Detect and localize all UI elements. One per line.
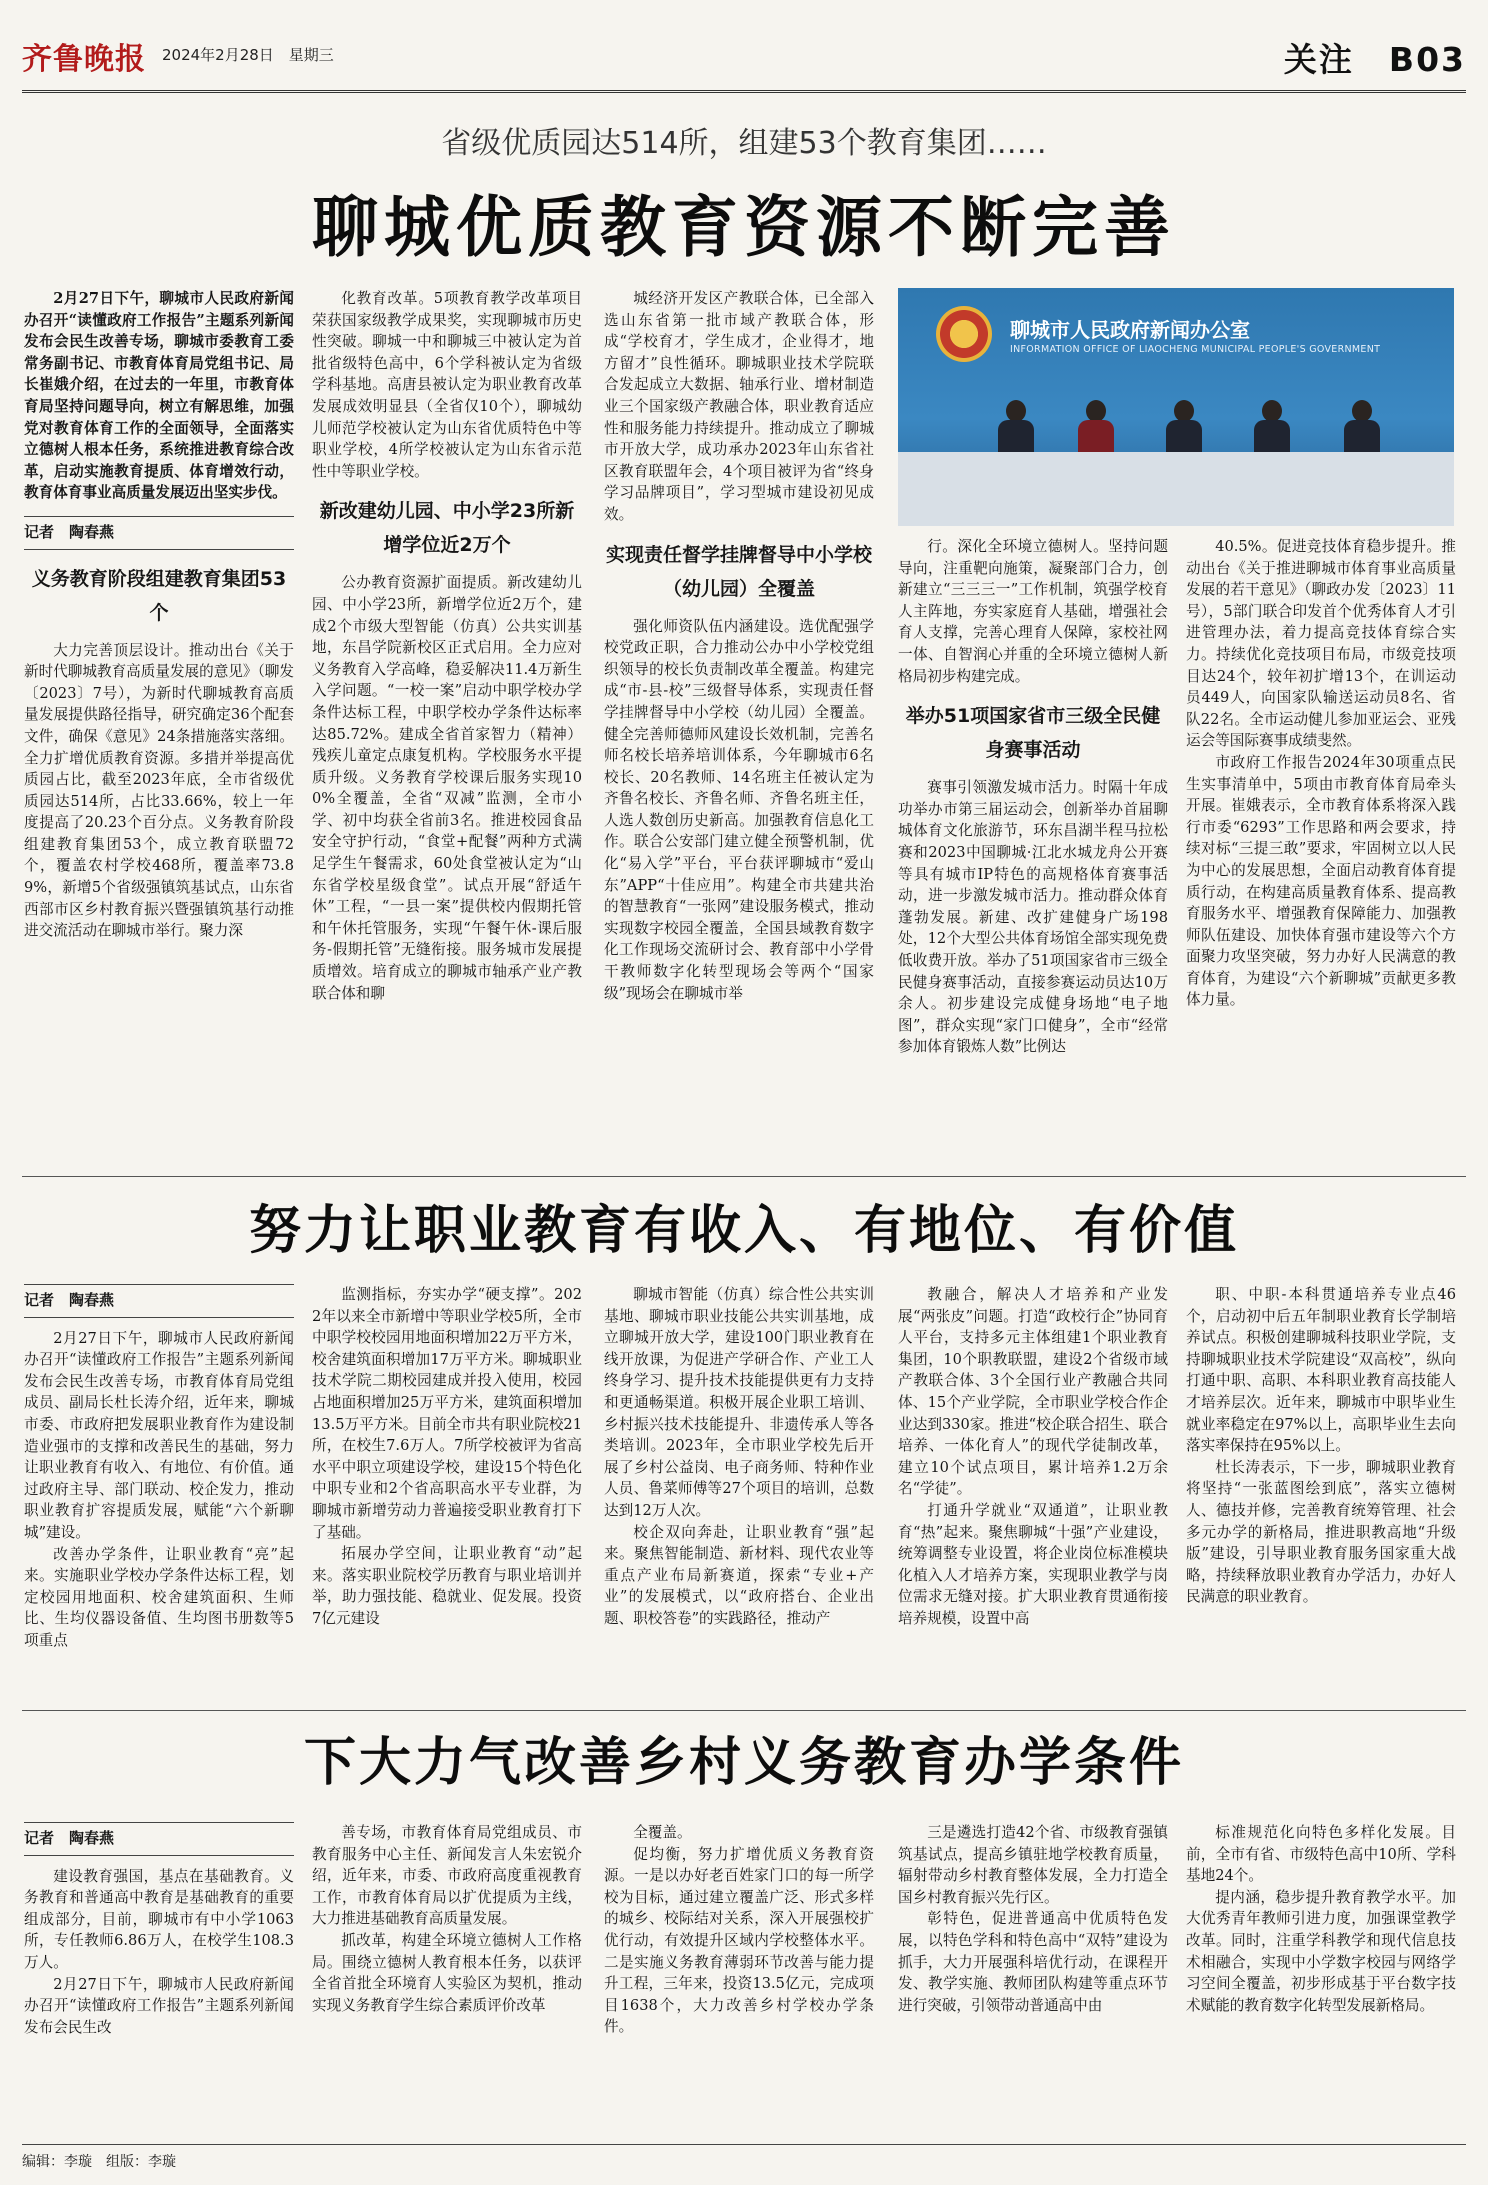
article1-title: 聊城优质教育资源不断完善 (312, 189, 1176, 266)
article2-para-7: 教融合，解决人才培养和产业发展“两张皮”问题。打造“政校行企”协同育人平台，支持多元主体组建1个职业教育集团，10个职教联盟，建设2个省级市域产教联合体、3个全国行业产教融合共同体、15个产业学院，全市职业学校合作企业达到330家。推进“校企联合招生、联合培养、一体化育人”的现代学徒制改革，建立10个试点项目，累计培养1.2万余名“学徒”。 (898, 1286, 1168, 1498)
article2-col1 (24, 1284, 294, 1704)
article2-byline: 记者 陶春燕 (24, 1284, 294, 1318)
article1-lead: 2月27日下午，聊城市人民政府新闻办召开“读懂政府工作报告”主题系列新闻发布会民生改善专场，聊城市委教育工委常务副书记、市教育体育局党组书记、局长崔娥介绍，在过去的一年里，市教育体育局坚持问题导向，树立有解思维，加强党对教育体育工作的全面领导，全面落实立德树人根本任务，系统推进教育综合改革，启动实施教育提质、体育增效行动，教育体育事业高质量发展迈出坚实步伐。 (24, 290, 294, 502)
article2-para-2: 改善办学条件，让职业教育“亮”起来。实施职业学校办学条件达标工程，划定校园用地面积、校舍建筑面积、生师比、生均仪器设备值、生均图书册数等5项重点 (24, 1545, 294, 1649)
press-conference-photo (898, 288, 1454, 526)
article1-col3 (604, 288, 874, 1168)
article1-para-1: 大力完善顶层设计。推动出台《关于新时代聊城教育高质量发展的意见》（聊发〔2023〕7号），为新时代聊城教育高质量发展提供路径指导，研究确定36个配套文件，确保《意见》24条措施落实落细。全力扩增优质教育资源。多措并举提高优质园占比，截至2023年底，全市省级优质园达514所，占比33.66%，较上一年度提高了20.23个百分点。义务教育阶段组建教育集团53个，成立教育联盟72个，覆盖农村学校468所，覆盖率73.89%，新增5个省级强镇筑基试点，山东省西部市区乡村教育振兴暨强镇筑基行动推进交流活动在聊城市举行。聚力深 (24, 641, 294, 940)
article2-title: 努力让职业教育有收入、有地位、有价值 (248, 1201, 1239, 1261)
section-label: 关注 B03 (1283, 40, 1466, 79)
article2-para-3: 监测指标，夯实办学“硬支撑”。2022年以来全市新增中等职业学校5所，全市中职学校校园用地面积增加22万平方米，校舍建筑面积增加17万平方米。聊城职业技术学院二期校园建成并投入使用，校园占地面积增加25万平方米，建筑面积增加13.5万平方米。目前全市共有职业院校21所，在校生7.6万人。7所学校被评为省高水平中职立项建设学校，建设15个特色化中职专业和2个省高职高水平专业群，为聊城市新增劳动力普遍接受职业教育打下了基础。 (312, 1286, 582, 1541)
photo-person-4 (1254, 400, 1290, 454)
article2-col4 (898, 1284, 1168, 1704)
masthead (22, 34, 1466, 93)
page-footer-editors: 编辑：李璇 组版：李璇 (22, 2144, 1466, 2171)
article3-title: 下大力气改善乡村义务教育办学条件 (303, 1733, 1184, 1793)
issue-date: 2024年2月28日 星期三 (162, 46, 334, 64)
article1-subtitle: 省级优质园达514所，组建53个教育集团…… (441, 126, 1047, 161)
article1-para-6: 行。深化全环境立德树人。坚持问题导向，注重靶向施策，凝聚部门合力，创新建立“三三三一”工作机制，筑强学校育人主阵地，夯实家庭育人基础，增强社会育人支撑，完善心理育人保障，家校社网一体、自智润心并重的全环境立德树人新格局初步构建完成。 (898, 538, 1168, 685)
article1-col4 (898, 536, 1168, 1168)
article3-para-9: 标准规范化向特色多样化发展。目前，全市有省、市级特色高中10所、学科基地24个。 (1186, 1824, 1456, 1885)
article1-subhead-4: 举办51项国家省市三级全民健身赛事活动 (905, 705, 1161, 762)
article2-para-6: 校企双向奔赴，让职业教育“强”起来。聚焦智能制造、新材料、现代农业等重点产业布局新赛道，探索“专业+产业”的发展模式，以“政府搭台、企业出题、职校答卷”的实践路径，推动产 (604, 1523, 874, 1627)
section-divider (22, 1710, 1466, 1711)
article1-subhead-2: 新改建幼儿园、中小学23所新增学位近2万个 (319, 500, 575, 557)
article3-col3 (604, 1822, 874, 2134)
article2-para-9: 职、中职-本科贯通培养专业点46个，启动初中后五年制职业教育长学制培养试点。积极创建聊城科技职业学院，支持聊城职业技术学院建设“双高校”，纵向打通中职、高职、本科职业教育高技能人才培养层次。近年来，聊城市中职毕业生就业率稳定在97%以上，高职毕业生去向落实率保持在95%以上。 (1186, 1286, 1456, 1455)
article2-para-4: 拓展办学空间，让职业教育“动”起来。落实职业院校学历教育与职业培训并举，助力强技能、稳就业、促发展。投资7亿元建设 (312, 1545, 582, 1627)
article2-para-10: 杜长涛表示，下一步，聊城职业教育将坚持“一张蓝图绘到底”，落实立德树人、德技并修，完善教育统筹管理、社会多元办学的新格局，推进职教高地“升级版”建设，引导职业教育服务国家重大战略，持续释放职业教育办学活力，办好人民满意的职业教育。 (1186, 1458, 1456, 1606)
article2-col2 (312, 1284, 582, 1704)
article3-para-10: 提内涵，稳步提升教育教学水平。加大优秀青年教师引进力度，加强课堂教学改革。同时，注重学科教学和现代信息技术相融合，实现中小学数字校园与网络学习空间全覆盖，初步形成基于平台数字技术赋能的教育数字化转型发展新格局。 (1186, 1888, 1456, 2014)
article1-col5 (1186, 536, 1456, 1168)
photo-backdrop-title: 聊城市人民政府新闻办公室 (1010, 318, 1250, 342)
article2-para-8: 打通升学就业“双通道”，让职业教育“热”起来。聚焦聊城“十强”产业建设，统筹调整专业设置，将企业岗位标准模块化植入人才培养方案，实现职业教学与岗位需求无缝对接。扩大职业教育贯通衔接培养规模，设置中高 (898, 1501, 1168, 1627)
photo-backdrop-subtitle: INFORMATION OFFICE OF LIAOCHENG MUNICIPAL PEOPLE'S GOVERNMENT (1010, 344, 1381, 355)
article1-byline: 记者 陶春燕 (24, 516, 294, 550)
article3-para-2: 2月27日下午，聊城市人民政府新闻办召开“读懂政府工作报告”主题系列新闻发布会民生改 (24, 1975, 294, 2036)
article3-para-4: 抓改革，构建全环境立德树人工作格局。围绕立德树人教育根本任务，以获评全省首批全环境育人实验区为契机，推动实现义务教育学生综合素质评价改革 (312, 1931, 582, 2014)
photo-person-3 (1166, 400, 1202, 454)
article1-para-2: 化教育改革。5项教育教学改革项目荣获国家级教学成果奖，实现聊城市历史性突破。聊城一中和聊城三中被认定为首批省级特色高中，6个学科被认定为省级学科基地。高唐县被认定为职业教育改革发展成效明显县（全省仅10个），聊城幼儿师范学校被认定为山东省优质特色中等职业学校，4所学校被认定为山东省示范性中等职业学校。 (312, 290, 582, 480)
photo-person-5 (1344, 400, 1380, 454)
article2-para-1: 2月27日下午，聊城市人民政府新闻办召开“读懂政府工作报告”主题系列新闻发布会民生改善专场，市教育体育局党组成员、副局长杜长涛介绍，近年来，聊城市委、市政府把发展职业教育作为建设制造业强市的支撑和改善民生的基础，努力让职业教育有收入、有地位、有价值。通过政府主导、部门联动、校企发力，推动职业教育扩容提质发展，赋能“六个新聊城”建设。 (24, 1329, 294, 1541)
article3-para-6: 促均衡，努力扩增优质义务教育资源。一是以办好老百姓家门口的每一所学校为目标，通过建立覆盖广泛、形式多样的城乡、校际结对关系，深入开展强校扩优行动，有效提升区域内学校整体水平。二是实施义务教育薄弱环节改善与能力提升工程，三年来，投资13.5亿元，完成项目1638个，大力改善乡村学校办学条件。 (604, 1845, 874, 2036)
article1-subhead-1: 义务教育阶段组建教育集团53个 (31, 567, 287, 624)
photo-person-2 (1078, 400, 1114, 454)
article1-para-4: 城经济开发区产教联合体，已全部入选山东省第一批市域产教联合体，形成“学校育才，学生成才，企业得才，地方留才”良性循环。聊城职业技术学院联合发起成立大数据、轴承行业、增材制造业三个国家级产教融合体，职业教育适应性和服务能力持续提升。推动成立了聊城市开放大学，成功承办2023年山东省社区教育联盟年会，4个项目被评为省“终身学习品牌项目”，学习型城市建设初见成效。 (604, 290, 874, 523)
article2-col5 (1186, 1284, 1456, 1704)
article1-col2 (312, 288, 582, 1168)
article3-para-5: 全覆盖。 (633, 1824, 692, 1841)
article3-col2 (312, 1822, 582, 2134)
article1-subhead-3: 实现责任督学挂牌督导中小学校（幼儿园）全覆盖 (605, 543, 872, 600)
government-emblem-icon (936, 306, 992, 362)
article3-byline: 记者 陶春燕 (24, 1822, 294, 1856)
photo-desk (898, 452, 1454, 526)
article3-col1 (24, 1822, 294, 2134)
article3-col4 (898, 1822, 1168, 2134)
newspaper-logo: 齐鲁晚报 (22, 42, 146, 77)
article3-col5 (1186, 1822, 1456, 2134)
article3-para-3: 善专场，市教育体育局党组成员、市教育服务中心主任、新闻发言人朱宏锐介绍，近年来，市委、市政府高度重视教育工作，市教育体育局以扩优提质为主线，大力推进基础教育高质量发展。 (312, 1824, 582, 1928)
article1-para-7: 赛事引领激发城市活力。时隔十年成功举办市第三届运动会，创新举办首届聊城体育文化旅游节，环东昌湖半程马拉松赛和2023中国聊城·江北水城龙舟公开赛等具有城市IP特色的高规格体育赛事活动，进一步激发城市活力。推动群众体育蓬勃发展。新建、改扩建健身广场198处，12个大型公共体育场馆全部实现免费低收费开放。举办了51项国家省市三级全民健身赛事活动，直接参赛运动员达10万余人。初步建设完成健身场地“电子地图”，群众实现“家门口健身”，全市“经常参加体育锻炼人数”比例达 (898, 779, 1168, 1056)
article2-para-5: 聊城市智能（仿真）综合性公共实训基地、聊城市职业技能公共实训基地，成立聊城开放大学，建设100门职业教育在线开放课，为促进产学研合作、产业工人终身学习、提升技术技能提供更有力支持和更通畅渠道。积极开展企业职工培训、乡村振兴技术技能提升、非遗传承人等各类培训。2023年，全市职业学校先后开展了乡村公益岗、电子商务师、特种作业人员、鲁菜师傅等27个项目的培训，总数达到12万人次。 (604, 1286, 874, 1519)
article1-col1 (24, 288, 294, 1168)
article3-para-8: 彰特色，促进普通高中优质特色发展，以特色学科和特色高中“双特”建设为抓手，大力开展强科培优行动，在课程开发、教学实施、教师团队构建等重点环节进行突破，引领带动普通高中由 (898, 1910, 1168, 2014)
article1-para-3: 公办教育资源扩面提质。新改建幼儿园、中小学23所，新增学位近2万个，建成2个市级大型智能（仿真）公共实训基地，东昌学院新校区正式启用。全力应对义务教育入学高峰，稳妥解决11.4万新生入学问题。“一校一案”启动中职学校办学条件达标工程，中职学校办学条件达标率达85.72%。建成全省首家智力（精神）残疾儿童定点康复机构。学校服务水平提质升级。义务教育学校课后服务实现100%全覆盖，全省“双减”监测，全市小学、初中均获全省前3名。推进校园食品安全守护行动，“食堂+配餐”两种方式满足学生午餐需求，60处食堂被认定为“山东省学校星级食堂”。试点开展“舒适午休”工程，“一县一案”提供校内假期托管和午休托管服务，实现“午餐午休-课后服务-假期托管”无缝衔接。服务城市发展提质增效。培育成立的聊城市轴承产业产教联合体和聊 (312, 574, 582, 1002)
article2-col3 (604, 1284, 874, 1704)
article1-para-5: 强化师资队伍内涵建设。选优配强学校党政正职，合力推动公办中小学校党组织领导的校长负责制改革全覆盖。构建完成“市-县-校”三级督导体系，实现责任督学挂牌督导中小学校（幼儿园）全覆盖。健全完善师德师风建设长效机制，完善名师名校长培养培训体系，今年聊城市6名校长、20名教师、14名班主任被认定为齐鲁名校长、齐鲁名师、齐鲁名班主任，人选人数创历史新高。加强教育信息化工作。联合公安部门建立健全预警机制，优化“易入学”平台，平台获评聊城市“爱山东”APP“十佳应用”。构建全市共建共治的智慧教育“一张网”建设服务模式，推动实现数字校园全覆盖，全国县域教育数字化工作现场交流研讨会、教育部中小学骨干教师数字化转型现场会等两个“国家级”现场会在聊城市举 (604, 617, 874, 1002)
article1-para-9: 市政府工作报告2024年30项重点民生实事清单中，5项由市教育体育局牵头开展。崔娥表示，全市教育体系将深入践行市委“6293”工作思路和两会要求，持续对标“三提三敢”要求，牢固树立以人民为中心的发展思想，全面启动教育体育提质行动，在构建高质量教育体系、提高教育服务水平、增强教育保障能力、加强教师队伍建设、加快体育强市建设等六个方面聚力攻坚突破，努力办好人民满意的教育体育，为建设“六个新聊城”贡献更多教体力量。 (1186, 753, 1456, 1009)
section-divider (22, 1176, 1466, 1177)
article3-para-1: 建设教育强国，基点在基础教育。义务教育和普通高中教育是基础教育的重要组成部分，目前，聊城市有中小学1063所，专任教师6.86万人，在校学生108.3万人。 (24, 1867, 294, 1971)
article1-para-8: 40.5%。促进竞技体育稳步提升。推动出台《关于推进聊城市体育事业高质量发展的若干意见》（聊政办发〔2023〕11号），5部门联合印发首个优秀体育人才引进管理办法，着力提高竞技体育综合实力。持续优化竞技项目布局，市级竞技项目达24个，较年初扩增13个，在训运动员449人，向国家队输送运动员8名、省队22名。全市运动健儿参加亚运会、亚残运会等国际赛事成绩斐然。 (1186, 538, 1456, 750)
article3-para-7: 三是遴选打造42个省、市级教育强镇筑基试点，提高乡镇驻地学校教育质量，辐射带动乡村教育整体发展，全力打造全国乡村教育振兴先行区。 (898, 1824, 1168, 1906)
photo-person-1 (998, 400, 1034, 454)
